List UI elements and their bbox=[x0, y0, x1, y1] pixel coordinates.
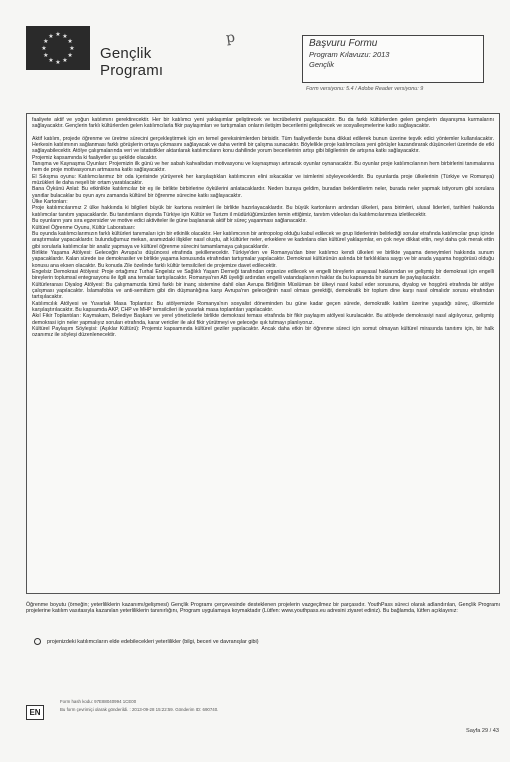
form-title: Başvuru Formu bbox=[309, 38, 378, 49]
paragraph: Bu oyunların yanı sıra egzersizler ve motive edici aktiviteler ile güne başlanarak aktif bir süreç yaşanması sağlanacaktır. bbox=[32, 218, 307, 225]
paragraph: Birlikte Yaşama Atölyesi: Geleceğin Avrupa'sı düşüncesi etrafında şekillenecektir. Türkiye'den ve Romanya'dan birer katılımcı kendi ülkeleri ve birlikte yaşama deneyimleri hakkında sunum yapacaklardır. Kalan sürede ise demokrasiler ve birlikte yaşama konusunda etrafından tartışmalar yapılacaktır. Demokrasi kültürünün aslında bir farklılıklara saygı ve bir arada yaşama hoşgörüsü olduğu konusu ana eksen olacaktır. Bu konuda Zile özelinde farklı kültür temsilcileri de projemize davet edilecektir. bbox=[32, 249, 494, 269]
language-badge: EN bbox=[26, 705, 44, 720]
paragraph: Aktif katılım, projede öğrenme ve üretme sürecini gerçekleştirmek için en temel gereksinimlerden birisidir. Tüm faaliyetlerde buna dikkat edilerek bunun üzerine teşvik edici yöntemler kullanılacaktır. Herkesin katılımının sağlanması farklı görüşlerin ortaya çıkmasını sağlayacak ve daha verimli bir çalışma sunacaktır. Böylelikle proje katılımcılara yeni görüşler kazandırarak düşünceleri üzerinde de etki sağlayabilecektir. Atölye çalışmalarında veri ve istatistikler aktarılarak katılımcıların konu dahilinde yorum becerilerinin artışı gibi bilgilerinin de artışına katkı sağlayacaktır. bbox=[32, 135, 494, 155]
form-hash-code: Form hash kodu: 97E88040994 1CE00 bbox=[60, 699, 137, 704]
page-number: Sayfa 29 / 43 bbox=[466, 728, 499, 734]
paragraph: Bu oyunda katılımcılarımızın farklı kültürleri tanımaları için bir etkinlik olacaktır. Her katılımcının bir antropolog olduğu kabul edilecek ve grup liderlerinin belirlediği sorular etrafında katılımcılar grup içinde araştırmalar yapacaklardır. bulunduğumuz mekan, aramızdaki ilişkiler nasıl oluştu, alt kültürler neler, erkeklere ve kadınlara olan kültürel yaklaşımlar, en çok neye dikkat ettin, neyi daha çok merak ettin gibi sorularla katılımcılar bir analiz yapmaya ve kültürel öğrenme sürecini tamamlamaya çalışacaklardır. bbox=[32, 230, 494, 250]
eu-stars-icon bbox=[26, 26, 90, 70]
handwritten-mark: p bbox=[224, 29, 237, 47]
form-guide: Program Kılavuzu: 2013 bbox=[309, 50, 390, 59]
brand-line-2: Programı bbox=[100, 62, 164, 79]
program-brand bbox=[100, 45, 163, 79]
form-submitted-info: Bu form çevrimiçi olarak gönderildi. : 2013-09-28 15:22:59. Gönderim ID: 690740. bbox=[60, 707, 219, 712]
paragraph: Akıl Fikir Toplantıları: Kaymakam, Belediye Başkanı ve yerel yöneticilerle birlikte demokrasi teması etrafında bir fikir paylaşım atölyesi kurulacaktır. Bu atölyede demokrasiyi nasıl algılıyoruz, gelişmiş demokrasi için neler yapmalıyız soruları etrafında, karar vericiler ile akıl fikir yürütmeyi ve geleceğe ışık tutmayı planlıyoruz. bbox=[32, 313, 494, 326]
brand-line-1: Gençlik bbox=[100, 45, 152, 62]
paragraph: Ülke Kartonları: bbox=[32, 199, 68, 206]
form-version: Form versiyonu: 5.4 / Adobe Reader versiyonu: 9 bbox=[306, 86, 424, 92]
paragraph: Kültürel Paylaşım Söyleşisi: (Aşıklar Kültürü): Projemiz kapsamında kültürel geziler yapılacaktır. Ancak daha etkin bir öğrenme süreci için somut olmayan kültürel mirasında tanıtımı için, bir halk ozanımız ile söyleşi düzenlenecektir. bbox=[32, 326, 494, 339]
bullet-text: projenizdeki katılımcıların elde edebilecekleri yeterlilikler (bilgi, beceri ve davranışlar gibi) bbox=[47, 638, 259, 645]
star-icon: ★ bbox=[48, 33, 54, 40]
paragraph: faaliyete aktif ve yoğun katılımını gerektirecektir. Her bir katılımcı yeni yaklaşımlar geliştirecek ve tecrübelerini paylaşacaktır. Bu da farklı kültürlerden gelen gençlerin dayanışma kurmalarını sağlayacaktır. Gençlerin farklı kültürlerden gelen katılımcılarla fikir paylaşımları ve tartışmaları onların iletişim becerilerini geliştirecek ve sosyalleşmelerine katkı sağlayacaktır. bbox=[32, 117, 494, 130]
star-icon: ★ bbox=[48, 58, 54, 65]
form-info-box bbox=[302, 35, 484, 83]
paragraph: Kültürlerarası Diyalog Atölyesi: Bu çalışmamızda tümü farklı bir inanç sistemine dahil olan Avrupa Birliğinin Müslüman bir ülkeyi nasıl kabul eder sorusuna, diyalog ve hoşgörü etrafında bir atölye çalışması yapılacaktır. İslamafobia ve anti-semitizm gibi din düşmanlığına karşı Avrupa'nın geleceğinin nasıl olması gerektiği, demokratik bir toplum dine karşı nasıl olmalıdır sorusu etrafından tartışılacaktır. bbox=[32, 281, 494, 301]
paragraph: Projemiz kapsamında ki faaliyetler şu şekilde olacaktır. bbox=[32, 154, 158, 161]
competences-bullet bbox=[34, 638, 259, 645]
form-program: Gençlik bbox=[309, 60, 335, 69]
learning-dimension-text: Öğrenme boyutu (örneğin; yeterliliklerin kazanımı/gelişmesi) Gençlik Programı çerçevesinde desteklenen projelerin vazgeçilmez bir parçasıdır. YouthPass süreci olarak adlandırılan, Gençlik Programı projelerine katılım vasıtasıyla kazanılan yeterliliklerin tanınırlığını, Program uygulamaya koymaktadır (Lütfen: www.youthpass.eu adresini ziyaret ediniz). Bu bağlamda, lütfen açıklayınız: bbox=[26, 602, 500, 615]
paragraph: Tanışma ve Kaynaşma Oyunları: Projemizin ilk günü ve her sabah kahvaltıdan motivasyonu ve kaynaşmayı artıracak oyunlar oynanacaktır. Bu oyunlar proje katılımcılarının hem birbirlerini tanımalarına hem de proje motivasyonun artmasına katkı sağlayacaktır. bbox=[32, 161, 494, 174]
eu-flag-logo bbox=[26, 26, 90, 70]
paragraph: Engelsiz Demokrasi Atölyesi: Proje ortağımız Turhal Engelsiz ve Sağlıklı Yaşam Derneği tarafından organize edilecek ve engelli bireylerin anayasal haklarından ve gelişmiş bir demokrasi için engelli bireylerin toplumsal entegrasyonu ile ilgili ana temalar tartışılacaktır. Romanya'nın AB üyeliği ardından engelli vatandaşlarının haklar da bu kapsamda bir sunum ile paylaşılacaktır. bbox=[32, 268, 494, 282]
paragraph: Proje katılımcılarımız 2 ülke hakkında ki bilgileri büyük bir kartona resimleri ile birlikte hazırlayacaklardır. Bu büyük kartonların ardından ülkeleri, para birimleri, ulusal liderleri, tarihleri hakkında katılımcılar tanıtım yapacaklardır. Bu tanıtımların dışında Türkiye için Kültür ve Turizm il müdürlüğümüzden temin ettiğimiz, tanıtım videoları da katılımcılarımıza izletilecektir. bbox=[32, 205, 494, 218]
form-footer-meta bbox=[60, 698, 218, 714]
star-icon: ★ bbox=[67, 39, 73, 45]
paragraph: El Sıkışma oyunu: Katılımcılarımız bir oda içerisinde yürüyerek her karşılaştıkları katılımcının elini sıkacaklar ve isimlerini söyleyeceklerdir. Bu oyunlarda proje ülkelerinin (Türkiye ve Romanya) müzükleri ile daha neşeli bir ortam yaratılacaktır. bbox=[32, 173, 494, 187]
star-icon: ★ bbox=[41, 46, 47, 52]
star-icon: ★ bbox=[62, 58, 68, 65]
star-icon: ★ bbox=[43, 53, 49, 59]
star-icon: ★ bbox=[67, 53, 73, 59]
star-icon: ★ bbox=[62, 33, 68, 40]
paragraph: Bana Öykünü Anlat: Bu etkinlikte katılımcılar bir eş ile birlikte birbirlerine öykülerini anlatacaklardır. Neden buraya geldim, buradan beklentilerim neler, burada neler yapmak istiyorum gibi sorulara yanıtlar bulacaklar bu oyun aynı zamanda kültürel bir öğrenme sürecine katkı sağlayacaktır. bbox=[32, 186, 494, 199]
bullet-circle-icon bbox=[34, 638, 41, 645]
paragraph: Kültürel Öğrenme Oyunu, Kültür Laboratuarı: bbox=[32, 224, 136, 231]
star-icon: ★ bbox=[55, 32, 61, 38]
star-icon: ★ bbox=[55, 60, 61, 66]
star-icon: ★ bbox=[43, 39, 49, 45]
star-icon: ★ bbox=[69, 46, 75, 52]
paragraph: Katılımcılık Atölyesi ve Yuvarlak Masa Toplantısı: Bu atölyemizde Romanya'nın sosyalist döneminden bu güne kadar geçen sürede, demokratik katılım üzerine yaşadığı süreç, ülkemizle karşılaştırılacaktır. Bu kapsamda AKP, CHP ve MHP temsilcileri ile yuvarlak masa toplantıları yapılacaktır. bbox=[32, 300, 494, 313]
project-description-box bbox=[26, 113, 500, 594]
